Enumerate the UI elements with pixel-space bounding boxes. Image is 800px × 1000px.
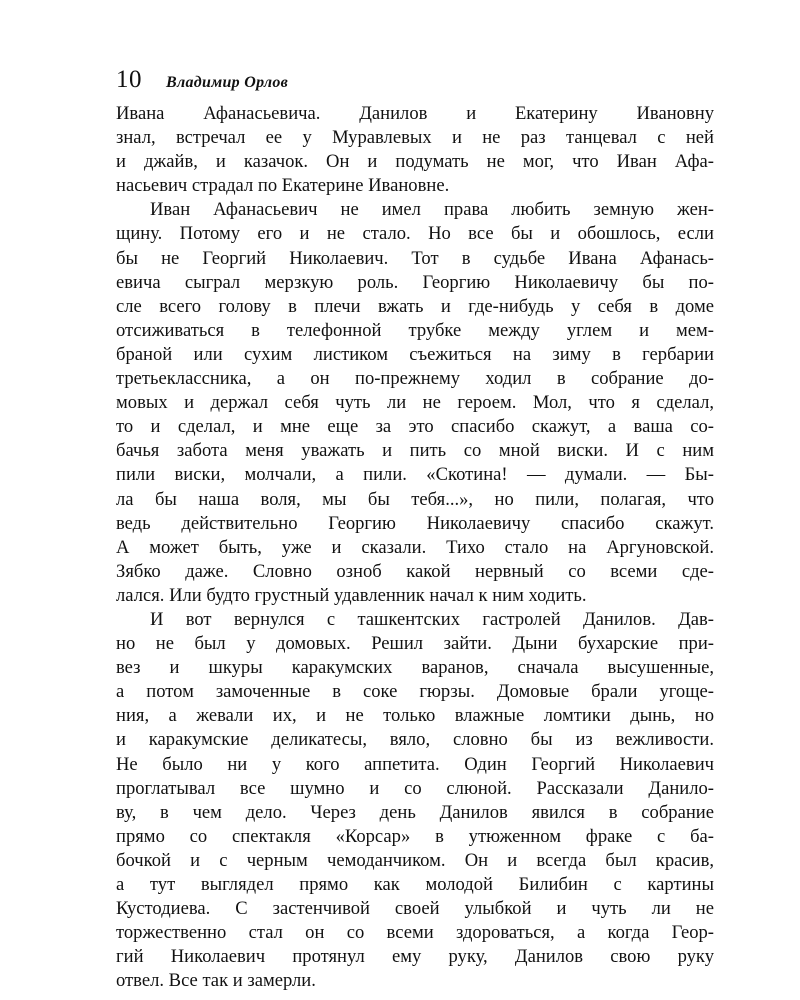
text-line: А может быть, уже и сказали. Тихо стало на Аргуновской.: [116, 536, 714, 558]
page-number: 10: [116, 66, 142, 93]
text-line: лался. Или будто грустный удавленник начал к ним ходить.: [116, 584, 587, 606]
text-line: браной или сухим листиком съежиться на зиму в гербарии: [116, 343, 714, 365]
text-line: а потом замоченные в соке гюрзы. Домовые брали угоще-: [116, 681, 714, 703]
text-line: мовых и держал себя чуть ли не героем. Мол, что я сделал,: [116, 392, 714, 414]
text-line: бачья забота меня уважать и пить со мной виски. И с ним: [116, 440, 714, 462]
running-head: [116, 66, 714, 102]
text-line: но не был у домовых. Решил зайти. Дыни бухарские при-: [116, 633, 714, 655]
text-line: проглатывал все шумно и со слюной. Рассказали Данило-: [116, 777, 714, 799]
text-line: третьеклассника, а он по-прежнему ходил в собрание до-: [116, 368, 714, 390]
running-title: Владимир Орлов: [166, 74, 289, 91]
text-line: Не было ни у кого аппетита. Один Георгий Николаевич: [116, 753, 714, 775]
text-line: насьевич страдал по Екатерине Ивановне.: [116, 175, 450, 197]
text-line: бы не Георгий Николаевич. Тот в судьбе Ивана Афанась-: [116, 247, 714, 269]
text-line: гий Николаевич протянул ему руку, Данилов свою руку: [116, 946, 714, 968]
paragraph: [116, 102, 714, 198]
text-line: отсиживаться в телефонной трубке между углем и мем-: [116, 319, 714, 341]
book-page: [116, 66, 714, 993]
text-line: ведь действительно Георгию Николаевичу спасибо скажут.: [116, 512, 714, 534]
text-line: и джайв, и казачок. Он и подумать не мог, что Иван Афа-: [116, 151, 714, 173]
text-line: и каракумские деликатесы, вяло, словно бы из вежливости.: [116, 729, 714, 751]
text-line: Зябко даже. Словно озноб какой нервный со всеми сде-: [116, 560, 714, 582]
text-line: Ивана Афанасьевича. Данилов и Екатерину Ивановну: [116, 103, 714, 124]
text-line: Кустодиева. С застенчивой своей улыбкой и чуть ли не: [116, 898, 714, 920]
text-line: ла бы наша воля, мы бы тебя...», но пили, полагая, что: [116, 488, 714, 510]
text-line: евича сыграл мерзкую роль. Георгию Николаевичу бы по-: [116, 271, 714, 293]
text-line: отвел. Все так и замерли.: [116, 970, 316, 992]
text-line: сле всего голову в плечи вжать и где-нибудь у себя в доме: [116, 295, 714, 317]
text-line: то и сделал, и мне еще за это спасибо скажут, а ваша со-: [116, 416, 714, 438]
text-line: щину. Потому его и не стало. Но все бы и обошлось, если: [116, 223, 714, 245]
paragraph: [116, 608, 714, 994]
text-line: пили виски, молчали, а пили. «Скотина! — думали. — Бы-: [116, 464, 714, 486]
text-line: И вот вернулся с ташкентских гастролей Данилов. Дав-: [150, 608, 714, 630]
text-line: а тут выглядел прямо как молодой Билибин с картины: [116, 874, 714, 895]
paragraph: [116, 198, 714, 608]
text-line: прямо со спектакля «Корсар» в утюженном фраке с ба-: [116, 825, 714, 847]
text-line: торжественно стал он со всеми здороваться, а когда Геор-: [116, 922, 714, 944]
text-line: Иван Афанасьевич не имел права любить земную жен-: [150, 199, 714, 221]
text-line: ву, в чем дело. Через день Данилов явился в собрание: [116, 801, 714, 823]
text-line: бочкой и с черным чемоданчиком. Он и всегда был красив,: [116, 849, 714, 871]
text-line: знал, встречал ее у Муравлевых и не раз танцевал с ней: [116, 127, 714, 149]
body-text: [116, 102, 714, 993]
text-line: вез и шкуры каракумских варанов, сначала высушенные,: [116, 657, 714, 679]
text-line: ния, а жевали их, и не только влажные ломтики дынь, но: [116, 705, 714, 727]
